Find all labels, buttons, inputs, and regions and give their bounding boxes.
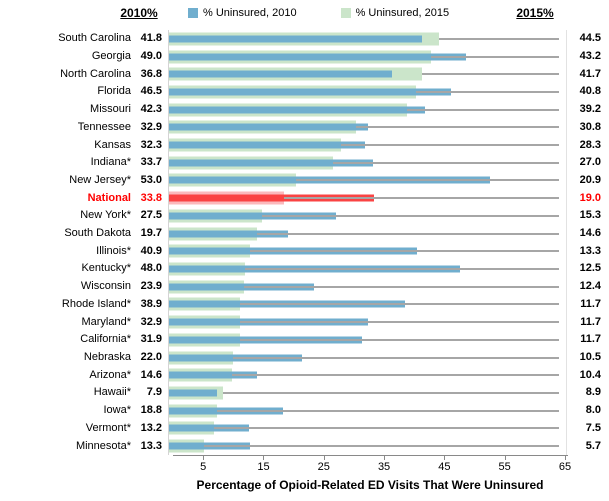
row-value-2010: 38.9	[140, 297, 162, 310]
leader-line	[356, 126, 559, 128]
table-row	[0, 242, 609, 260]
row-value-2015: 7.5	[585, 421, 601, 434]
x-axis-tick-label: 25	[317, 461, 330, 473]
row-plot-area	[168, 349, 567, 367]
row-plot-area	[168, 207, 567, 225]
row-label: Missouri	[90, 103, 131, 116]
bar-2010	[169, 53, 466, 60]
table-row	[0, 154, 609, 172]
row-plot-area	[168, 65, 567, 83]
leader-line	[233, 357, 559, 359]
row-value-2015: 43.2	[579, 50, 601, 63]
table-row	[0, 30, 609, 48]
leader-line	[257, 233, 559, 235]
leader-line	[245, 268, 559, 270]
row-plot-area	[168, 119, 567, 137]
leader-line	[341, 144, 559, 146]
row-value-2010: 27.5	[140, 209, 162, 222]
row-value-2015: 40.8	[579, 85, 601, 98]
bar-2010	[169, 106, 425, 113]
legend-item-2010	[188, 7, 297, 19]
bar-2010	[169, 88, 451, 95]
row-value-2015: 41.7	[579, 67, 601, 80]
row-value-2015: 12.4	[579, 280, 601, 293]
row-plot-area	[168, 172, 567, 190]
row-label: Iowa*	[103, 404, 131, 417]
leader-line	[223, 392, 559, 394]
legend-label-2010: % Uninsured, 2010	[203, 7, 297, 19]
table-row	[0, 296, 609, 314]
row-value-2015: 11.7	[580, 297, 601, 310]
row-label: National	[87, 191, 131, 204]
row-label: South Dakota	[64, 227, 131, 240]
leader-line	[240, 339, 559, 341]
row-value-2015: 39.2	[579, 103, 601, 116]
row-plot-area	[168, 260, 567, 278]
row-value-2015: 11.7	[580, 315, 601, 328]
x-axis-tick-label: 15	[257, 461, 270, 473]
bar-2010	[169, 389, 217, 396]
row-plot-area	[168, 278, 567, 296]
table-row	[0, 278, 609, 296]
row-value-2015: 19.0	[579, 191, 601, 204]
table-row	[0, 119, 609, 137]
row-plot-area	[168, 30, 567, 48]
x-axis-tick	[324, 455, 325, 460]
row-label: Rhode Island*	[61, 297, 131, 310]
table-row	[0, 313, 609, 331]
row-plot-area	[168, 366, 567, 384]
row-value-2010: 19.7	[140, 227, 162, 240]
row-plot-area	[168, 402, 567, 420]
row-value-2015: 15.3	[579, 209, 601, 222]
row-plot-area	[168, 225, 567, 243]
row-label: Illinois*	[96, 244, 131, 257]
row-value-2010: 41.8	[140, 32, 162, 45]
row-plot-area	[168, 437, 567, 455]
x-axis-tick-label: 55	[498, 461, 511, 473]
row-plot-area	[168, 83, 567, 101]
row-plot-area	[168, 242, 567, 260]
x-axis-title: Percentage of Opioid-Related ED Visits That Were Uninsured	[196, 478, 544, 492]
x-axis-tick	[505, 455, 506, 460]
row-value-2015: 20.9	[579, 173, 601, 186]
row-label: North Carolina	[60, 67, 131, 80]
x-axis-tick	[565, 455, 566, 460]
row-value-2010: 33.7	[140, 156, 162, 169]
right-axis-header: 2015%	[516, 6, 554, 20]
bar-rows	[0, 30, 609, 455]
table-row	[0, 136, 609, 154]
row-label: California*	[80, 333, 131, 346]
table-row	[0, 207, 609, 225]
legend	[188, 7, 449, 19]
table-row	[0, 172, 609, 190]
row-value-2010: 32.9	[140, 120, 162, 133]
row-value-2015: 28.3	[579, 138, 601, 151]
table-row	[0, 331, 609, 349]
row-plot-area	[168, 384, 567, 402]
bar-2010	[169, 142, 365, 149]
row-plot-area	[168, 419, 567, 437]
leader-line	[296, 179, 559, 181]
leader-line	[333, 162, 559, 164]
row-value-2010: 7.9	[146, 386, 162, 399]
bar-2010	[169, 35, 422, 42]
row-value-2010: 32.3	[140, 138, 162, 151]
row-value-2015: 27.0	[579, 156, 601, 169]
row-value-2010: 49.0	[140, 50, 162, 63]
row-label: Vermont*	[85, 421, 131, 434]
row-label: Wisconsin	[80, 280, 131, 293]
table-row	[0, 101, 609, 119]
row-plot-area	[168, 154, 567, 172]
leader-line	[217, 410, 559, 412]
row-value-2015: 13.3	[579, 244, 601, 257]
row-value-2015: 5.7	[585, 439, 601, 452]
legend-swatch-2010-icon	[188, 8, 198, 18]
row-label: Maryland*	[81, 315, 131, 328]
x-axis-tick-label: 45	[438, 461, 451, 473]
left-axis-header: 2010%	[120, 6, 158, 20]
leader-line	[439, 38, 559, 40]
row-label: New Jersey*	[69, 173, 131, 186]
leader-line	[284, 197, 559, 199]
leader-line	[240, 303, 559, 305]
row-label: Hawaii*	[93, 386, 131, 399]
row-value-2010: 36.8	[140, 67, 162, 80]
row-value-2010: 22.0	[140, 351, 162, 363]
x-axis-tick	[263, 455, 264, 460]
row-value-2015: 8.0	[585, 404, 601, 417]
leader-line	[244, 286, 559, 288]
leader-line	[416, 91, 559, 93]
x-axis-line	[173, 455, 568, 456]
table-row	[0, 419, 609, 437]
row-value-2010: 42.3	[140, 103, 162, 116]
row-value-2015: 14.6	[579, 227, 601, 240]
leader-line	[431, 56, 559, 58]
leader-line	[250, 250, 559, 252]
row-value-2015: 10.4	[579, 368, 601, 381]
row-value-2010: 13.3	[140, 439, 162, 452]
legend-label-2015: % Uninsured, 2015	[355, 7, 450, 19]
row-value-2010: 31.9	[140, 333, 162, 346]
table-row	[0, 402, 609, 420]
table-row	[0, 225, 609, 243]
row-value-2015: 8.9	[585, 386, 601, 399]
table-row	[0, 260, 609, 278]
row-plot-area	[168, 189, 567, 207]
row-label: Florida	[97, 85, 131, 98]
row-label: Kansas	[94, 138, 131, 151]
row-value-2010: 53.0	[140, 173, 162, 186]
row-label: Tennessee	[77, 120, 131, 133]
bar-2010	[169, 124, 368, 131]
bar-2010	[169, 71, 392, 78]
table-row	[0, 366, 609, 384]
leader-line	[204, 445, 559, 447]
table-row	[0, 83, 609, 101]
x-axis-tick	[384, 455, 385, 460]
row-value-2015: 11.7	[580, 333, 601, 346]
row-plot-area	[168, 331, 567, 349]
row-label: Minnesota*	[75, 439, 131, 452]
row-value-2010: 32.9	[140, 315, 162, 328]
row-plot-area	[168, 136, 567, 154]
leader-line	[232, 374, 559, 376]
leader-line	[214, 427, 559, 429]
row-value-2010: 18.8	[140, 404, 162, 417]
leader-line	[262, 215, 559, 217]
table-row	[0, 384, 609, 402]
row-plot-area	[168, 296, 567, 314]
row-label: Nebraska	[83, 351, 131, 363]
x-axis-tick	[203, 455, 204, 460]
row-value-2015: 30.8	[579, 120, 601, 133]
row-value-2010: 33.8	[140, 191, 162, 204]
row-label: Kentucky*	[81, 262, 131, 275]
row-label: South Carolina	[58, 32, 131, 45]
leader-line	[240, 321, 559, 323]
table-row	[0, 65, 609, 83]
table-row	[0, 48, 609, 66]
row-value-2015: 10.5	[579, 351, 601, 363]
legend-swatch-2015-icon	[341, 8, 351, 18]
x-axis-tick-label: 65	[558, 461, 572, 473]
row-value-2015: 44.5	[579, 32, 601, 45]
row-value-2010: 14.6	[140, 368, 162, 381]
row-plot-area	[168, 313, 567, 331]
row-value-2015: 12.5	[579, 262, 601, 275]
row-plot-area	[168, 101, 567, 119]
x-axis-tick-label: 5	[200, 461, 207, 473]
row-value-2010: 48.0	[140, 262, 162, 275]
row-label: Arizona*	[89, 368, 131, 381]
leader-line	[422, 73, 559, 75]
row-value-2010: 46.5	[140, 85, 162, 98]
legend-item-2015	[341, 7, 450, 19]
row-value-2010: 23.9	[140, 280, 162, 293]
row-label: Georgia	[91, 50, 131, 63]
table-row	[0, 437, 609, 455]
row-value-2010: 40.9	[140, 244, 162, 257]
table-row	[0, 349, 609, 367]
x-axis-tick-label: 35	[377, 461, 391, 473]
row-label: New York*	[80, 209, 131, 222]
row-label: Indiana*	[90, 156, 131, 169]
x-axis-tick	[444, 455, 445, 460]
row-plot-area	[168, 48, 567, 66]
table-row	[0, 189, 609, 207]
row-value-2010: 13.2	[140, 421, 162, 434]
leader-line	[407, 109, 559, 111]
